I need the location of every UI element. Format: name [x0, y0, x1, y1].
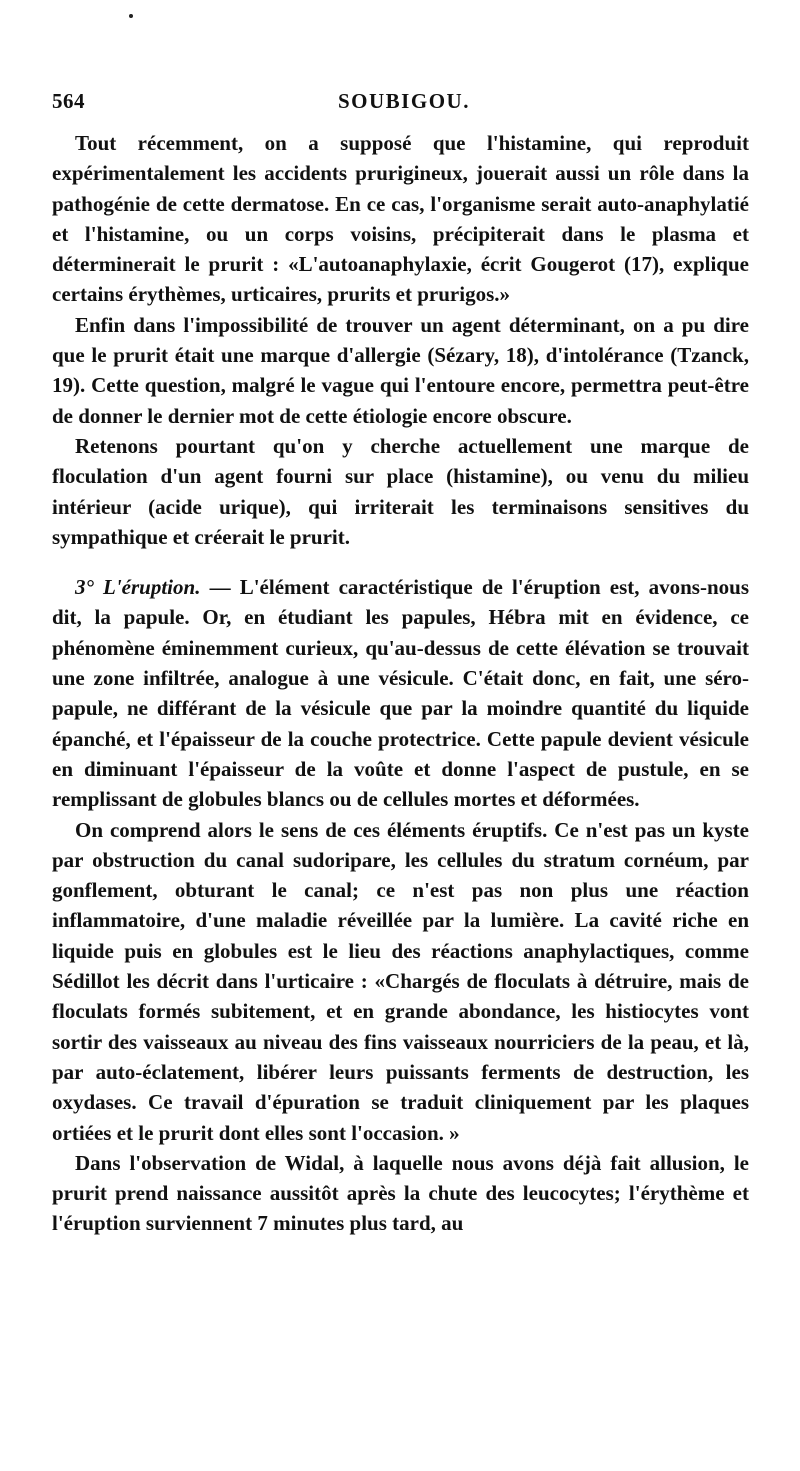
paragraph-text: Tout récemment, on a supposé que l'histamine, qui reproduit expérimentalement les accidents prurigineux, jouerait aussi un rôle dans la pathogénie de cette dermatose. En ce cas, l'organisme serait auto-anaphylatié et l'histamine, ou un corps voisins, précipiterait dans le plasma et déterminerait le prurit : «L'autoanaphylaxie, écrit Gougerot (17), explique certains érythèmes, urticaires, prurits et prurigos.» [52, 131, 749, 307]
paragraph [52, 1148, 749, 1239]
paragraph [52, 128, 749, 310]
paragraph-text: Retenons pourtant qu'on y cherche actuellement une marque de floculation d'un agent fourni sur place (histamine), ou venu du milieu intérieur (acide urique), qui irriterait les terminaisons sensitives du sympathique et créerait le prurit. [52, 433, 749, 549]
paragraph [52, 310, 749, 431]
paragraph [52, 815, 749, 1148]
ink-speck [129, 14, 133, 18]
page-number: 564 [52, 89, 85, 113]
paragraph-text: On comprend alors le sens de ces éléments éruptifs. Ce n'est pas un kyste par obstruction du canal sudoripare, les cellules du stratum cornéum, par gonflement, obturant le canal; ce n'est pas non plus une réaction inflammatoire, d'une maladie réveillée par la lumière. La cavité riche en liquide puis en globules est le lieu des réactions anaphylactiques, comme Sédillot les décrit dans l'urticaire : «Chargés de floculats à détruire, mais de floculats formés subitement, et en grande abondance, les histiocytes vont sortir des vaisseaux au niveau des fins vaisseaux nourriciers de la peau, et là, par auto-éclatement, libérer leurs puissants ferments de destruction, les oxydases. Ce travail d'épuration se traduit cliniquement par les plaques ortiées et le prurit dont elles sont l'occasion. » [52, 817, 749, 1145]
paragraph [52, 431, 749, 552]
paragraph-text: Enfin dans l'impossibilité de trouver un agent déterminant, on a pu dire que le prurit était une marque d'allergie (Sézary, 18), d'intolérance (Tzanck, 19). Cette question, malgré le vague qui l'entoure encore, permettra peut-être de donner le dernier mot de cette étiologie encore obscure. [52, 312, 749, 428]
paragraph-text: Dans l'observation de Widal, à laquelle nous avons déjà fait allusion, le prurit prend naissance aussitôt après la chute des leucocytes; l'érythème et l'éruption surviennent 7 minutes plus tard, au [52, 1150, 749, 1236]
page-header [52, 89, 749, 121]
paragraph-text: — L'élément caractéristique de l'éruption est, avons-nous dit, la papule. Or, en étudiant les papules, Hébra mit en évidence, ce phénomène éminemment curieux, qu'au-dessus de cette élévation se trouvait une zone infiltrée, analogue à une vésicule. C'était donc, en fait, une séro-papule, ne différant de la vésicule que par la moindre quantité du liquide épanché, et l'épaisseur de la couche protectrice. Cette papule devient vésicule en diminuant l'épaisseur de la voûte et donne l'aspect de pustule, en se remplissant de globules blancs ou de cellules mortes et déformées. [52, 575, 749, 812]
running-head: SOUBIGOU. [338, 89, 470, 113]
section-heading: 3° L'éruption. [75, 575, 201, 600]
paragraph [52, 572, 749, 814]
body-text [52, 128, 749, 1239]
